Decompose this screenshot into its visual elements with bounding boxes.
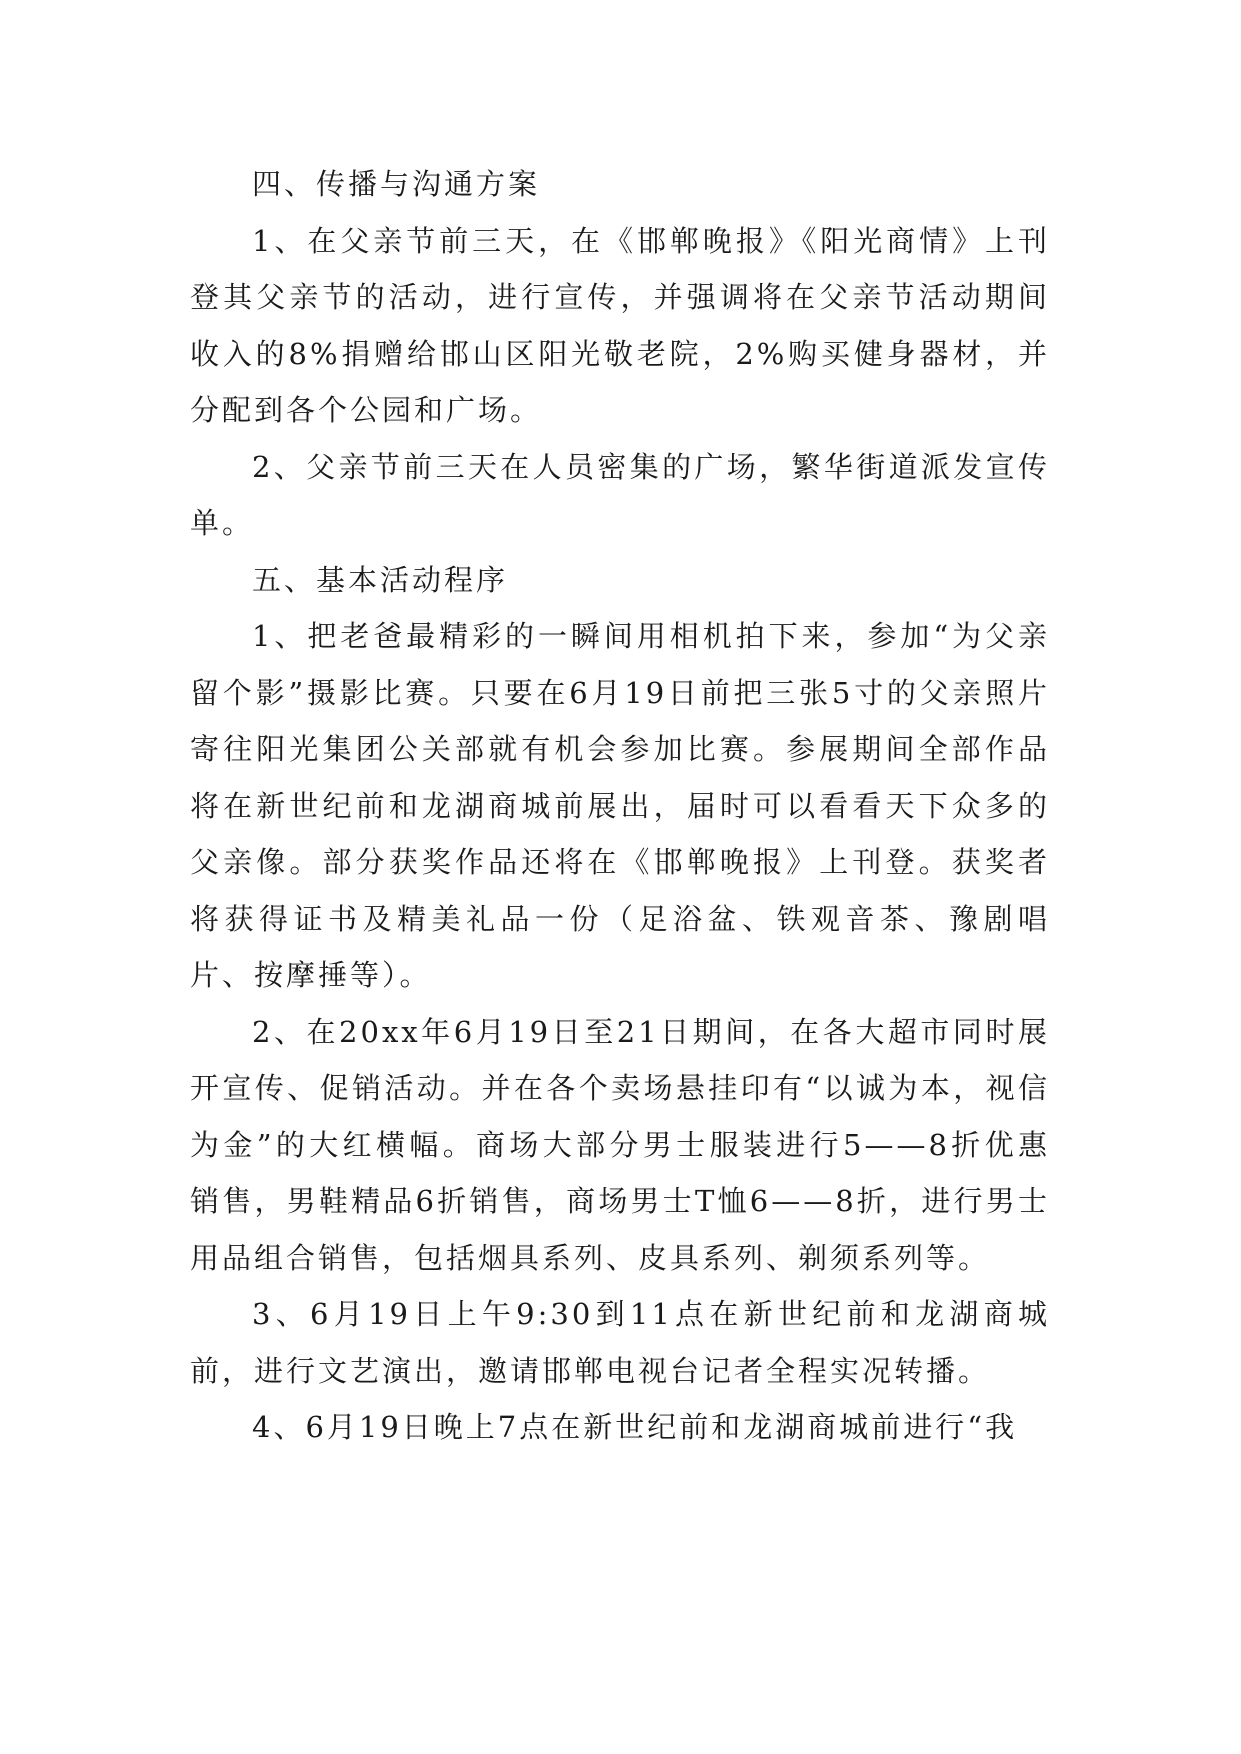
section-heading-activity-program: 五、基本活动程序 — [252, 562, 509, 597]
paragraph-evening-event: 4、6月19日晚上7点在新世纪前和龙湖商城前进行“我 — [252, 1410, 1018, 1444]
paragraph-supermarket-promotion: 2、在20xx年6月19日至21日期间，在各大超市同时展开宣传、促销活动。并在各个卖场悬挂印有“以诚为本，视信为金”的大红横幅。商场大部分男士服装进行5——8折优惠销售，男鞋精品6折销售，商场男士T恤6——8折，进行男士用品组合销售，包括烟具系列、皮具系列、剃须系列等。 — [190, 1014, 1050, 1275]
paragraph-photo-contest: 1、把老爸最精彩的一瞬间用相机拍下来，参加“为父亲留个影”摄影比赛。只要在6月19日前把三张5寸的父亲照片寄往阳光集团公关部就有机会参加比赛。参展期间全部作品将在新世纪前和龙湖商城前展出，届时可以看看天下众多的父亲像。部分获奖作品还将在《邯郸晚报》上刊登。获奖者将获得证书及精美礼品一份（足浴盆、铁观音茶、豫剧唱片、按摩捶等）。 — [190, 619, 1050, 992]
paragraph-newspaper-promotion: 1、在父亲节前三天，在《邯郸晚报》《阳光商情》上刊登其父亲节的活动，进行宣传，并强调将在父亲节活动期间收入的8%捐赠给邯山区阳光敬老院，2%购买健身器材，并分配到各个公园和广场。 — [190, 223, 1050, 427]
paragraph-performance: 3、6月19日上午9:30到11点在新世纪前和龙湖商城前，进行文艺演出，邀请邯郸电视台记者全程实况转播。 — [190, 1297, 1050, 1388]
paragraph-flyer-distribution: 2、父亲节前三天在人员密集的广场，繁华街道派发宣传单。 — [190, 449, 1050, 540]
document-body — [190, 156, 1050, 1456]
section-heading-communication-plan: 四、传播与沟通方案 — [252, 167, 541, 201]
